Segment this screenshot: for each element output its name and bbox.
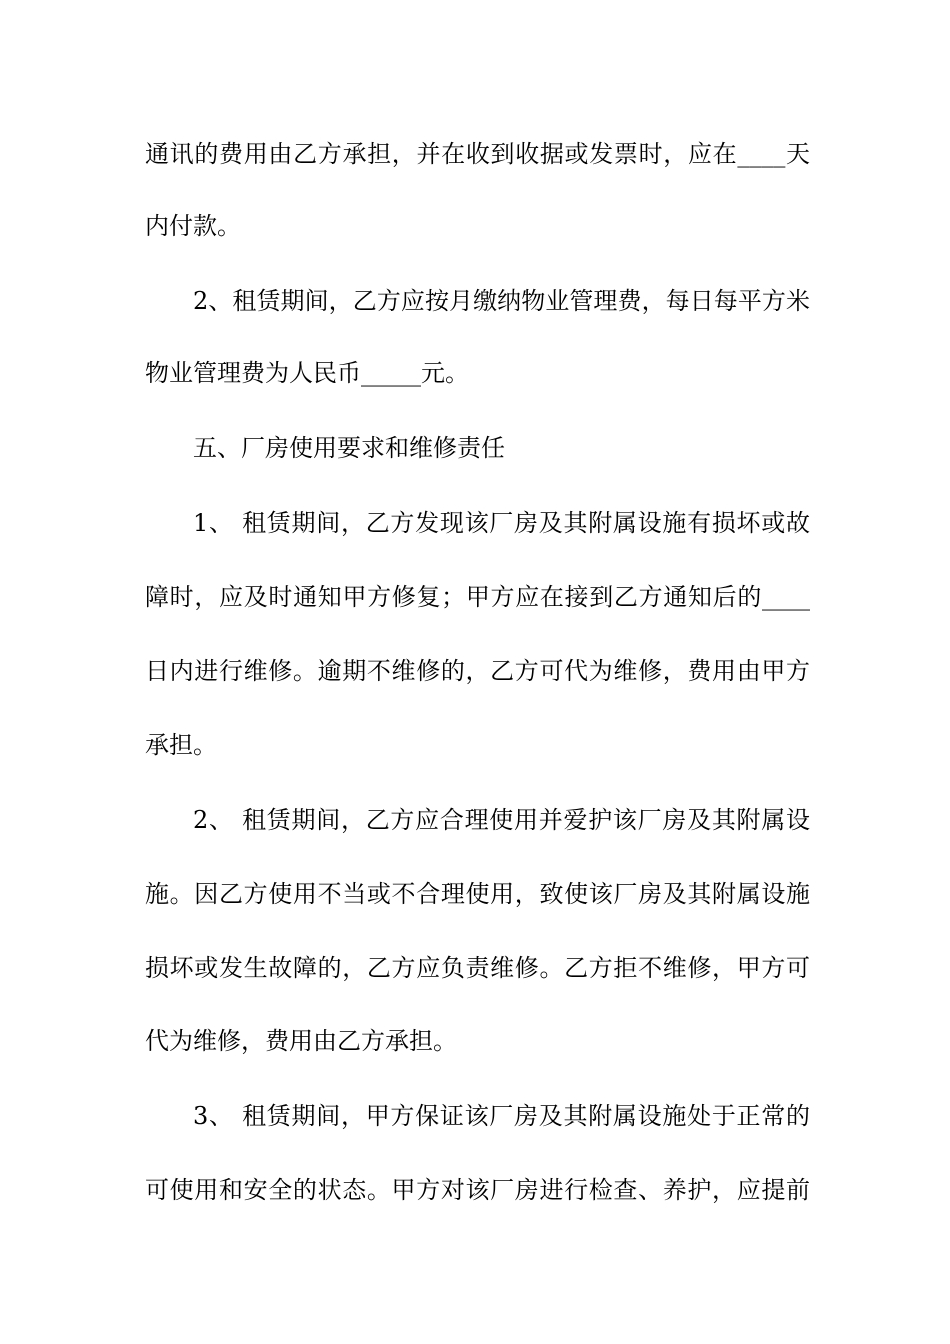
section-heading: 五、厂房使用要求和维修责任 bbox=[193, 434, 505, 462]
paragraph-line: 承担。 bbox=[145, 731, 217, 759]
paragraph-line: 损坏或发生故障的，乙方应负责维修。乙方拒不维修，甲方可 bbox=[145, 954, 810, 982]
paragraph-line: 日内进行维修。逾期不维修的，乙方可代为维修，费用由甲方 bbox=[145, 657, 810, 685]
paragraph-line: 1、 租赁期间，乙方发现该厂房及其附属设施有损坏或故 bbox=[193, 509, 810, 537]
paragraph-line: 内付款。 bbox=[145, 212, 241, 240]
paragraph-line: 施。因乙方使用不当或不合理使用，致使该厂房及其附属设施 bbox=[145, 880, 810, 908]
paragraph-line: 2、 租赁期间，乙方应合理使用并爱护该厂房及其附属设 bbox=[193, 806, 810, 834]
paragraph-line: 通讯的费用由乙方承担，并在收到收据或发票时，应在____天 bbox=[145, 140, 810, 168]
paragraph-line: 障时，应及时通知甲方修复；甲方应在接到乙方通知后的____ bbox=[145, 583, 810, 611]
paragraph-line: 可使用和安全的状态。甲方对该厂房进行检查、养护，应提前 bbox=[145, 1176, 810, 1204]
paragraph-line: 物业管理费为人民币_____元。 bbox=[145, 359, 469, 387]
paragraph-line: 2、租赁期间，乙方应按月缴纳物业管理费，每日每平方米 bbox=[193, 287, 810, 315]
paragraph-line: 3、 租赁期间，甲方保证该厂房及其附属设施处于正常的 bbox=[193, 1102, 810, 1130]
paragraph-line: 代为维修，费用由乙方承担。 bbox=[145, 1027, 457, 1055]
